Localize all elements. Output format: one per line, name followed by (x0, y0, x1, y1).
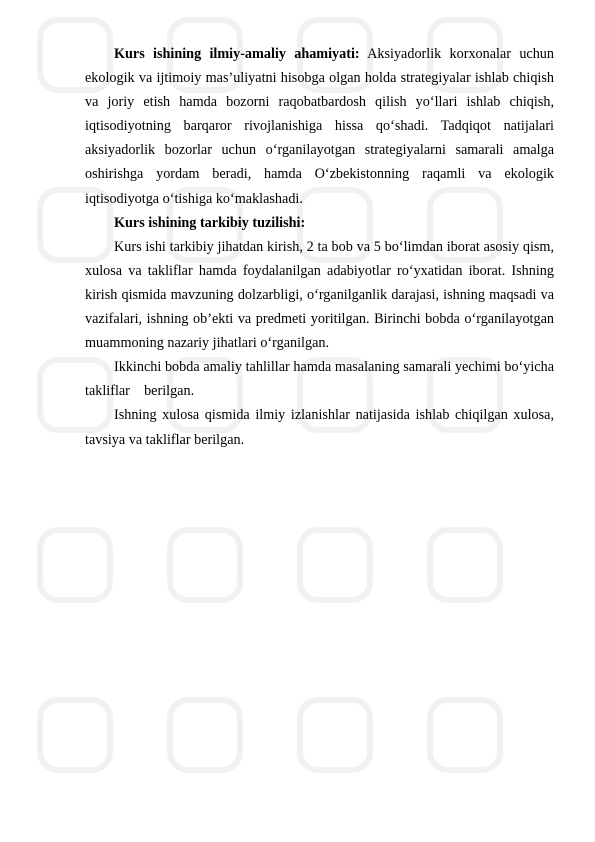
document-body (85, 42, 558, 452)
paragraph-lead-significance: Kurs ishining ilmiy-amaliy ahamiyati: (114, 46, 360, 62)
paragraph-second-chapter: Ikkinchi bobda amaliy tahlillar hamda masalaning samarali yechimi bo‘yicha takliflar berilgan. (85, 359, 558, 400)
paragraph-text-significance: Aksiyadorlik korxonalar uchun ekologik va ijtimoiy mas’uliyatni hisobga olgan holda strategiyalar ishlab chiqish va joriy etish hamda bozorni raqobatbardosh qilish yo‘llari ishlab chiqish, iqtisodiyotning barqaror rivojlanishiga hissa qo‘shadi. Tadqiqot natijalari aksiyadorlik bozorlar uchun o‘rganilayotgan strategiyalarni samarali amalga oshirishga yordam beradi, hamda O‘zbekistonning raqamli va ekologik iqtisodiyotga o‘tishiga ko‘maklashadi. (85, 46, 554, 207)
paragraph-significance (85, 42, 554, 211)
paragraph-structure: Kurs ishi tarkibiy jihatdan kirish, 2 ta bob va 5 bo‘limdan iborat asosiy qism, xulosa va takliflar hamda foydalanilgan adabiyotlar ro‘yxatidan iborat. Ishning kirish qismida mavzuning dolzarbligi, o‘rganilganlik darajasi, ishning maqsadi va vazifalari, ishning ob’ekti va predmeti yoritilgan. Birinchi bobda o‘rganilayotgan muammoning nazariy jihatlari o‘rganilgan. (85, 238, 554, 352)
section-heading-structure: Kurs ishining tarkibiy tuzilishi: (114, 214, 306, 231)
paragraph-conclusion: Ishning xulosa qismida ilmiy izlanishlar natijasida ishlab chiqilgan xulosa, tavsiya va takliflar berilgan. (85, 407, 554, 448)
